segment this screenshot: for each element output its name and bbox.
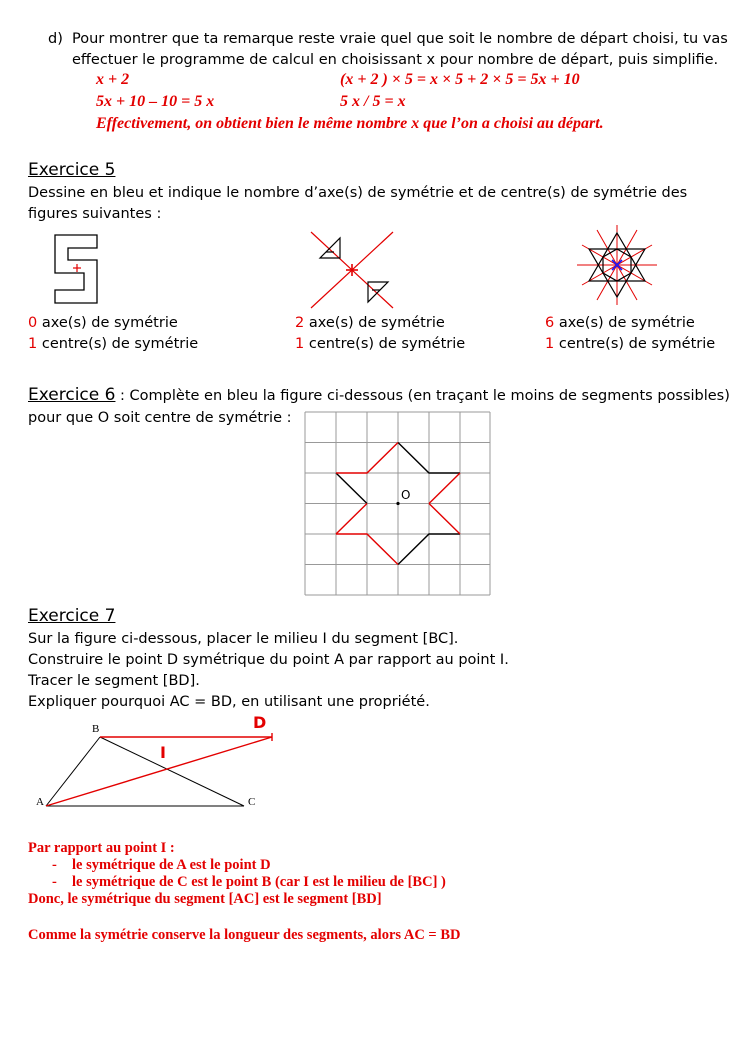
label-i: I	[160, 743, 166, 762]
label-c: C	[248, 796, 256, 808]
label-d: D	[253, 713, 267, 732]
ex7-bullet-1-marker: -	[52, 857, 57, 873]
answer-left-1: x + 2	[96, 71, 130, 88]
ex7-conclusion-1: Donc, le symétrique du segment [AC] est le segment [BD]	[28, 891, 382, 907]
ex7-line-2: Construire le point D symétrique du point A par rapport au point I.	[28, 652, 509, 668]
ex7-line-3: Tracer le segment [BD].	[28, 673, 200, 689]
point-o-label: O	[401, 488, 411, 502]
ex7-bullet-2: le symétrique de C est le point B (car I est le milieu de [BC] )	[72, 874, 446, 890]
fig3-centres-count: 1 centre(s) de symétrie	[545, 336, 716, 352]
fig2-axes-count: 2 axe(s) de symétrie	[295, 315, 445, 331]
ex5-line-1: Dessine en bleu et indique le nombre d’axe(s) de symétrie et de centre(s) de symétrie des	[28, 185, 688, 201]
part-d-line-2: effectuer le programme de calcul en choisissant x pour nombre de départ, puis simplifie.	[72, 52, 719, 68]
ex5-title: Exercice 5	[28, 160, 116, 180]
fig1-axes-count: 0 axe(s) de symétrie	[28, 315, 178, 331]
ex6-line-1: Exercice 6 : Complète en bleu la figure ci-dessous (en traçant le moins de segments possibles)	[28, 385, 730, 405]
fig3-axes-count: 6 axe(s) de symétrie	[545, 315, 695, 331]
ex7-answer-intro: Par rapport au point I :	[28, 840, 175, 856]
ex7-bullet-1: le symétrique de A est le point D	[72, 857, 271, 873]
part-d-line-1: Pour montrer que ta remarque reste vraie quel que soit le nombre de départ choisi, tu vas	[72, 31, 728, 47]
fig2-centres-count: 1 centre(s) de symétrie	[295, 336, 466, 352]
answer-conclusion: Effectivement, on obtient bien le même nombre x que l’on a choisi au départ.	[96, 115, 604, 132]
construction-red	[46, 733, 272, 806]
ex6-title: Exercice 6	[28, 385, 116, 405]
ex6-line-2: pour que O soit centre de symétrie :	[28, 410, 292, 426]
label-a: A	[36, 796, 44, 808]
answer-right-2: 5 x / 5 = x	[340, 93, 406, 110]
part-d-marker: d)	[48, 31, 63, 47]
label-b: B	[92, 723, 100, 735]
ex7-line-4: Expliquer pourquoi AC = BD, en utilisant une propriété.	[28, 694, 430, 710]
ex7-conclusion-2: Comme la symétrie conserve la longueur des segments, alors AC = BD	[28, 927, 461, 943]
ex7-title: Exercice 7	[28, 606, 116, 626]
ex7-bullet-2-marker: -	[52, 874, 57, 890]
fig1-centres-count: 1 centre(s) de symétrie	[28, 336, 199, 352]
ex7-line-1: Sur la figure ci-dessous, placer le milieu I du segment [BC].	[28, 631, 459, 647]
answer-right-1: (x + 2 ) × 5 = x × 5 + 2 × 5 = 5x + 10	[340, 71, 580, 88]
answer-left-2: 5x + 10 – 10 = 5 x	[96, 93, 215, 110]
ex5-line-2: figures suivantes :	[28, 206, 162, 222]
triangle-abc	[46, 737, 244, 806]
